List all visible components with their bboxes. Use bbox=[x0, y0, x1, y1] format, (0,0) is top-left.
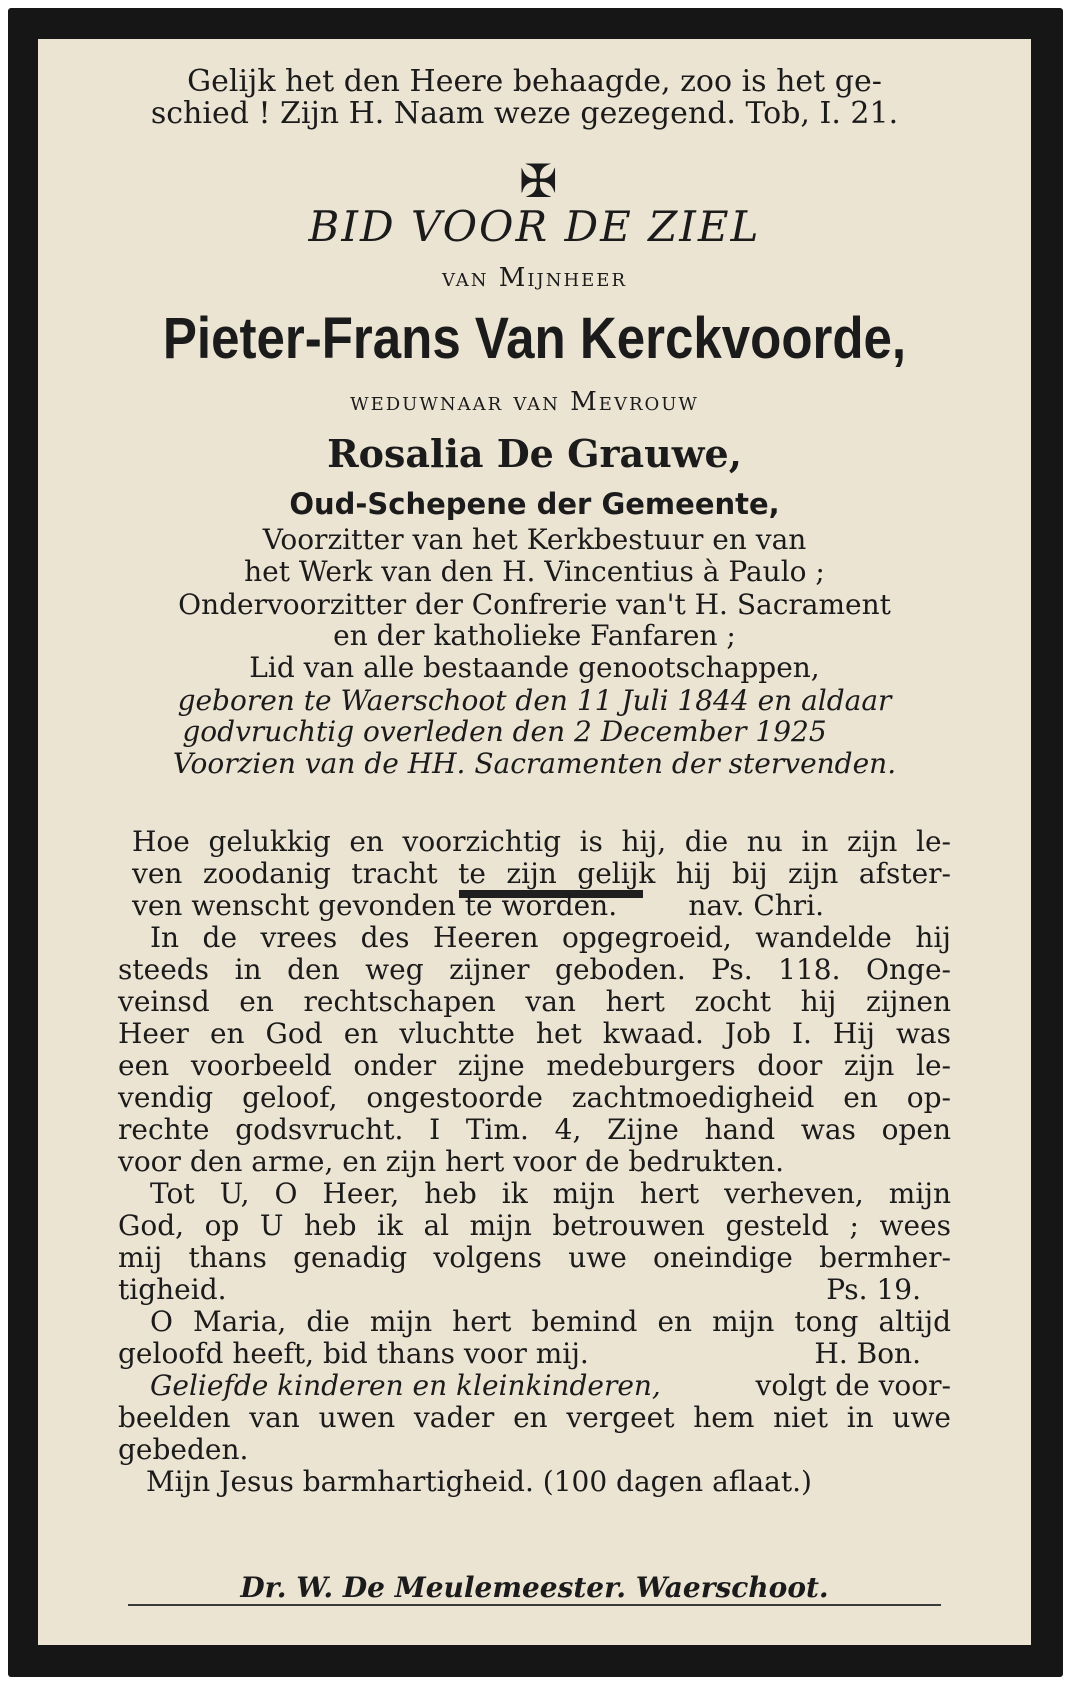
birth-line: geboren te Waerschoot den 11 Juli 1844 en aldaar bbox=[177, 684, 892, 717]
title-line-4: en der katholieke Fanfaren ; bbox=[333, 619, 736, 652]
body-line-14: mij thans genadig volgens uwe oneindige bermher- bbox=[118, 1241, 951, 1274]
body-line-17: geloofd heeft, bid thans voor mij. bbox=[118, 1337, 589, 1370]
scripture-quote-line-1: Gelijk het den Heere behaagde, zoo is het ge- bbox=[187, 64, 882, 99]
body-line-12: Tot U, O Heer, heb ik mijn hert verheven, mijn bbox=[150, 1177, 951, 1210]
body-line-20: gebeden. bbox=[118, 1433, 249, 1466]
title-line-1: Voorzitter van het Kerkbestuur en van bbox=[262, 523, 807, 556]
body-line-5: steeds in den weg zijner geboden. Ps. 118. Onge- bbox=[118, 953, 951, 986]
van-mijnheer: van Mijnheer bbox=[441, 263, 628, 293]
bottom-rule bbox=[128, 1604, 941, 1606]
body-line-10: rechte godsvrucht. I Tim. 4, Zijne hand was open bbox=[118, 1113, 951, 1146]
body-line-15: tigheid. bbox=[118, 1273, 227, 1306]
body-line-4: In de vrees des Heeren opgegroeid, wandelde hij bbox=[150, 921, 951, 954]
body-line-18-rest: volgt de voor- bbox=[755, 1369, 951, 1402]
body-ref-hbon: H. Bon. bbox=[814, 1337, 921, 1370]
title-line-5: Lid van alle bestaande genootschappen, bbox=[249, 651, 820, 684]
sacraments-line: Voorzien van de HH. Sacramenten der stervenden. bbox=[172, 747, 897, 780]
body-line-8: een voorbeeld onder zijne medeburgers door zijn le- bbox=[118, 1049, 951, 1082]
body-ref-ps19: Ps. 19. bbox=[826, 1273, 921, 1306]
body-line-13: God, op U heb ik al mijn betrouwen gesteld ; wees bbox=[118, 1209, 951, 1242]
body-line-19: beelden van uwen vader en vergeet hem niet in uwe bbox=[118, 1401, 951, 1434]
body-line-2: ven zoodanig tracht te zijn gelijk hij bij zijn afster- bbox=[132, 857, 951, 890]
death-line: godvruchtig overleden den 2 December 1925 bbox=[182, 715, 827, 748]
body-line-6: veinsd en rechtschapen van hert zocht hij zijnen bbox=[118, 985, 951, 1018]
title-line-3: Ondervoorzitter der Confrerie van't H. Sacrament bbox=[178, 588, 891, 621]
deceased-name: Pieter-Frans Van Kerckvoorde, bbox=[162, 306, 907, 371]
title-line-2: het Werk van den H. Vincentius à Paulo ; bbox=[244, 555, 825, 588]
body-line-3: ven wenscht gevonden te worden. nav. Chri. bbox=[132, 889, 825, 922]
body-line-11: voor den arme, en zijn hert voor de bedrukten. bbox=[118, 1145, 784, 1178]
prayer-title: BID VOOR DE ZIEL bbox=[308, 202, 761, 251]
cross-icon: ✠ bbox=[519, 154, 558, 208]
printer-imprint: Dr. W. De Meulemeester. Waerschoot. bbox=[240, 1571, 829, 1604]
memorial-card-border bbox=[8, 8, 1063, 1677]
body-line-7: Heer en God en vluchtte het kwaad. Job I. Hij was bbox=[118, 1017, 951, 1050]
body-line-1: Hoe gelukkig en voorzichtig is hij, die nu in zijn le- bbox=[132, 825, 951, 858]
indulgence-line: Mijn Jesus barmhartigheid. (100 dagen aflaat.) bbox=[146, 1465, 812, 1498]
office-title: Oud-Schepene der Gemeente, bbox=[289, 487, 780, 521]
memorial-card bbox=[38, 39, 1031, 1645]
scripture-quote-line-2: schied ! Zijn H. Naam weze gezegend. Tob, I. 21. bbox=[150, 96, 899, 131]
body-line-18-italic: Geliefde kinderen en kleinkinderen, bbox=[150, 1369, 661, 1402]
body-line-16: O Maria, die mijn hert bemind en mijn tong altijd bbox=[150, 1305, 951, 1338]
spouse-name: Rosalia De Grauwe, bbox=[327, 431, 742, 476]
body-line-9: vendig geloof, ongestoorde zachtmoedigheid en op- bbox=[118, 1081, 951, 1114]
widower-of: weduwnaar van Mevrouw bbox=[350, 387, 699, 417]
